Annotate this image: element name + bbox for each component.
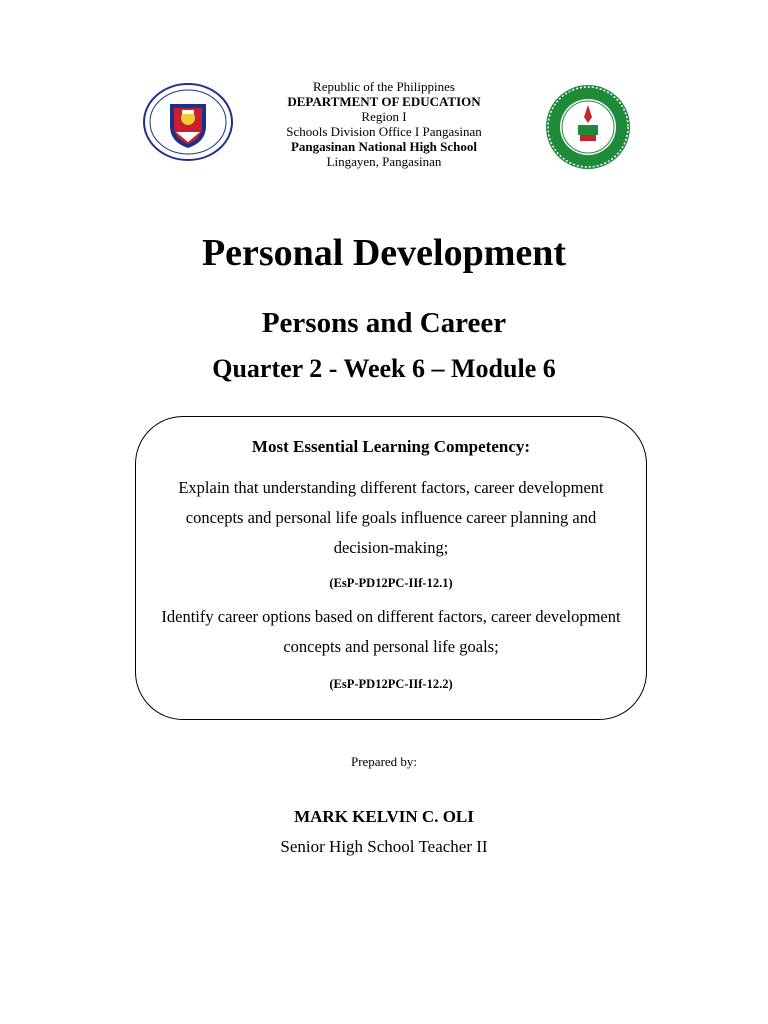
competency-item-2: Identify career options based on different factors, career development concepts and personal life goals; (161, 607, 621, 656)
pnhs-seal-icon (544, 83, 632, 171)
location-line: Lingayen, Pangasinan (326, 154, 442, 169)
region-line: Region I (361, 109, 407, 124)
author-name: MARK KELVIN C. OLI (294, 807, 474, 826)
page-subtitle: Persons and Career (261, 307, 507, 339)
school-line: Pangasinan National High School (290, 139, 478, 154)
division-line: Schools Division Office I Pangasinan (286, 124, 482, 139)
module-line: Quarter 2 - Week 6 – Module 6 (212, 354, 556, 383)
page-title: Personal Development (201, 232, 567, 274)
deped-seal-icon (142, 82, 234, 162)
competency-box (135, 416, 647, 720)
author-position: Senior High School Teacher II (280, 837, 488, 856)
competency-heading-text: Most Essential Learning Competency (251, 437, 525, 456)
competency-item-1: Explain that understanding different factors, career development concepts and personal life goals influence career planning and decision-making; (178, 478, 604, 557)
prepared-by-label: Prepared by: (350, 754, 418, 769)
competency-heading (136, 435, 646, 459)
republic-line: Republic of the Philippines (313, 79, 455, 94)
competency-code-1: (EsP-PD12PC-IIf-12.1) (329, 576, 453, 590)
competency-heading-suffix: : (524, 437, 531, 456)
competency-code-2: (EsP-PD12PC-IIf-12.2) (329, 677, 453, 691)
header-block (234, 79, 534, 169)
department-line: DEPARTMENT OF EDUCATION (287, 94, 481, 109)
